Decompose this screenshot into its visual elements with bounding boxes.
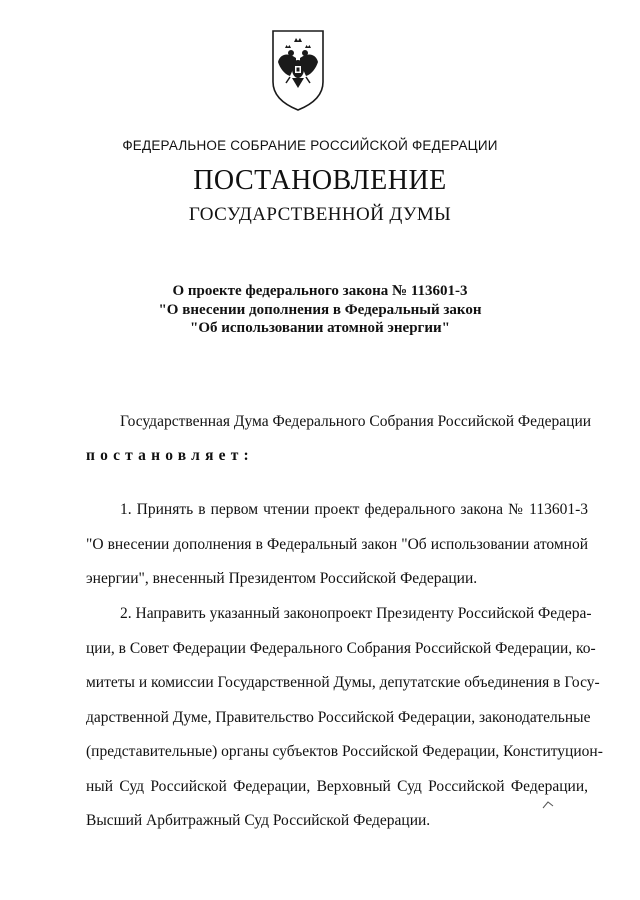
paragraph-line: дарственной Думе, Правительство Российской Федерации, законодательные — [86, 708, 591, 726]
coat-of-arms-icon — [270, 28, 326, 112]
issuer-title: ГОСУДАРСТВЕННОЙ ДУМЫ — [188, 204, 452, 225]
paragraph-line: митеты и комиссии Государственной Думы, депутатские объединения в Госу- — [86, 674, 600, 691]
preamble-paragraph: Государственная Дума Федерального Собрания Российской Федерации — [120, 413, 592, 430]
paragraph-line: 2. Направить указанный законопроект Президенту Российской Федера- — [120, 605, 592, 622]
issuing-body: ФЕДЕРАЛЬНОЕ СОБРАНИЕ РОССИЙСКОЙ ФЕДЕРАЦИИ — [122, 138, 498, 153]
paragraph-line: ции, в Совет Федерации Федерального Собрания Российской Федерации, ко- — [86, 639, 596, 657]
paragraph-line: Высший Арбитражный Суд Российской Федерации. — [86, 812, 431, 829]
paragraph-line: (представительные) органы субъектов Российской Федерации, Конституцион- — [86, 743, 603, 760]
resolves-heading: постановляет: — [86, 447, 254, 464]
subject-line: "Об использовании атомной энергии" — [190, 320, 450, 336]
resolution-item-2 — [86, 597, 603, 839]
document-subject — [0, 282, 640, 338]
paragraph-line: 1. Принять в первом чтении проект федерального закона № 113601-3 — [120, 501, 588, 518]
paragraph-line: энергии", внесенный Президентом Российской Федерации. — [86, 570, 478, 587]
subject-line: О проекте федерального закона № 113601-3 — [172, 283, 468, 299]
paragraph-line: ный Суд Российской Федерации, Верховный Суд Российской Федерации, — [86, 777, 588, 795]
document-type-title: ПОСТАНОВЛЕНИЕ — [193, 165, 447, 196]
resolution-item-1 — [86, 493, 588, 597]
paragraph-line: "О внесении дополнения в Федеральный закон "Об использовании атомной — [86, 535, 588, 553]
margin-mark — [541, 800, 555, 810]
subject-line: "О внесении дополнения в Федеральный закон — [158, 301, 482, 318]
